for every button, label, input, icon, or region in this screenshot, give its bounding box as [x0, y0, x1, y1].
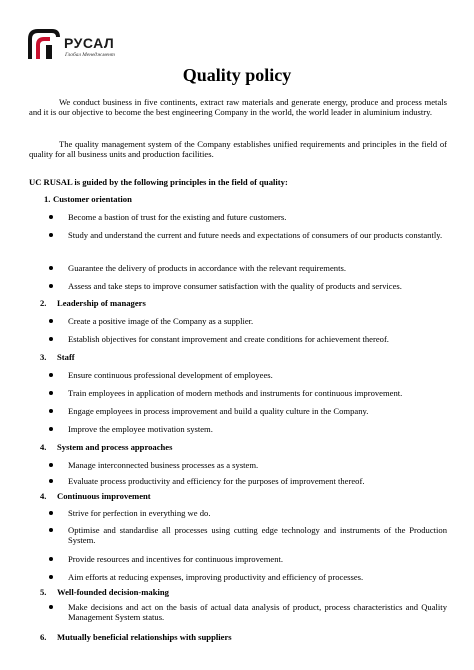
bullet-icon: [49, 602, 55, 608]
section-number: 1.: [44, 194, 51, 204]
list-item: Strive for perfection in everything we do.: [68, 508, 211, 518]
list-item: Become a bastion of trust for the existing and future customers.: [68, 212, 287, 222]
bullet-icon: [49, 230, 55, 236]
section-title: Well-founded decision-making: [57, 587, 169, 597]
list-item: Optimise and standardise all processes using cutting edge technology and instruments of the Production System.: [68, 525, 447, 546]
bullet-icon: [49, 388, 55, 394]
logo-wordmark: РУСАЛ: [64, 35, 115, 51]
bullet-icon: [49, 476, 55, 482]
section-title: Continuous improvement: [57, 491, 151, 501]
list-item: Ensure continuous professional development of employees.: [68, 370, 273, 380]
bullet-icon: [49, 263, 55, 269]
bullet-icon: [49, 370, 55, 376]
list-item: Manage interconnected business processes as a system.: [68, 460, 259, 470]
bullet-icon: [49, 334, 55, 340]
section-number: 2.: [40, 298, 47, 308]
list-item: Make decisions and act on the basis of actual data analysis of product, process characteristics and Quality Management System status.: [68, 602, 447, 623]
bullet-icon: [49, 525, 55, 531]
list-item: Improve the employee motivation system.: [68, 424, 213, 434]
list-item: Establish objectives for constant improvement and create conditions for achievement thereof.: [68, 334, 389, 344]
intro-paragraph: We conduct business in five continents, extract raw materials and generate energy, produce and process metals and it is our objective to become the best engineering Company in the world, the world leader in aluminium industry.: [29, 97, 447, 118]
list-item: Study and understand the current and future needs and expectations of consumers of our products constantly.: [68, 230, 443, 240]
list-item: Aim efforts at reducing expenses, improving productivity and efficiency of processes.: [68, 572, 364, 582]
section-number: 6.: [40, 632, 47, 642]
principles-lead: UC RUSAL is guided by the following principles in the field of quality:: [29, 177, 288, 187]
section-number: 3.: [40, 352, 47, 362]
list-item: Engage employees in process improvement and build a quality culture in the Company.: [68, 406, 369, 416]
logo-tagline: Глобал Менеджмент: [65, 52, 115, 58]
section-title: Staff: [57, 352, 75, 362]
bullet-icon: [49, 460, 55, 466]
list-item: Provide resources and incentives for continuous improvement.: [68, 554, 284, 564]
bullet-icon: [49, 554, 55, 560]
bullet-icon: [49, 316, 55, 322]
bullet-icon: [49, 508, 55, 514]
list-item: Train employees in application of modern methods and instruments for continuous improvement.: [68, 388, 403, 398]
intro-paragraph: The quality management system of the Company establishes unified requirements and principles in the field of quality for all business units and production facilities.: [29, 139, 447, 160]
section-title: System and process approaches: [57, 442, 173, 452]
list-item: Create a positive image of the Company as a supplier.: [68, 316, 254, 326]
bullet-icon: [49, 212, 55, 218]
section-number: 4.: [40, 442, 47, 452]
bullet-icon: [49, 281, 55, 287]
bullet-icon: [49, 424, 55, 430]
section-title: Mutually beneficial relationships with suppliers: [57, 632, 232, 642]
bullet-icon: [49, 572, 55, 578]
section-title: Leadership of managers: [57, 298, 146, 308]
section-number: 4.: [40, 491, 47, 501]
section-title: Customer orientation: [53, 194, 132, 204]
list-item: Evaluate process productivity and efficiency for the purposes of improvement thereof.: [68, 476, 365, 486]
list-item: Assess and take steps to improve consumer satisfaction with the quality of products and services.: [68, 281, 402, 291]
rusal-logo-icon: [28, 29, 60, 61]
list-item: Guarantee the delivery of products in accordance with the relevant requirements.: [68, 263, 346, 273]
page-title: Quality policy: [182, 65, 292, 85]
section-number: 5.: [40, 587, 47, 597]
bullet-icon: [49, 406, 55, 412]
